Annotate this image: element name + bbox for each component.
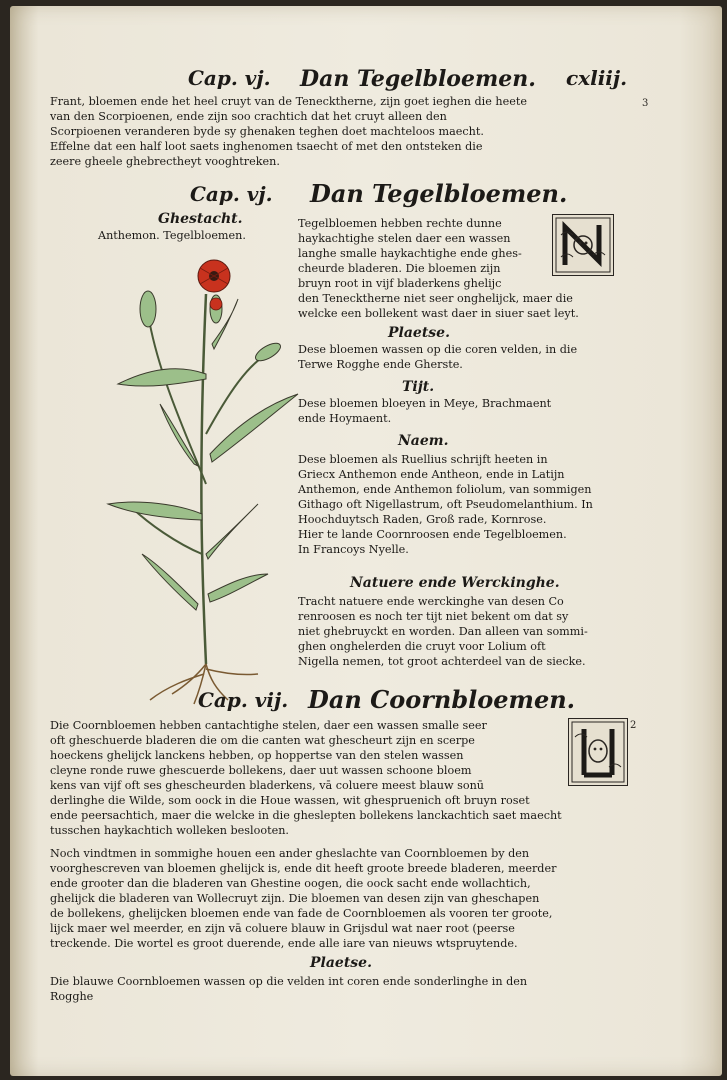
text-line: In Francoys Nyelle. bbox=[298, 543, 409, 556]
text-line: Terwe Rogghe ende Gherste. bbox=[298, 358, 463, 371]
text-line: Hier te lande Coornroosen ende Tegelbloemen. bbox=[298, 528, 567, 541]
text-line: de bollekens, ghelijcken bloemen ende van fade de Coornbloemen als vooren ter groote, bbox=[50, 907, 553, 920]
margin-mark: 3 bbox=[642, 98, 649, 109]
text-line: Scorpioenen veranderen byde sy ghenaken teghen doet machteloos maecht. bbox=[50, 125, 484, 138]
text-line: Anthemon, ende Anthemon foliolum, van sommigen bbox=[298, 483, 592, 496]
flowering-plant-woodcut-icon bbox=[98, 254, 308, 706]
text-line: Githago oft Nigellastrum, oft Pseudomelanthium. In bbox=[298, 498, 593, 511]
text-line: cleyne ronde ruwe ghescuerde bollekens, daer uut wassen schoone bloem bbox=[50, 764, 472, 777]
text-line: Griecx Anthemon ende Antheon, ende in Latijn bbox=[298, 468, 565, 481]
decorated-initial bbox=[568, 718, 628, 786]
text-line: Die blauwe Coornbloemen wassen op die velden int coren ende sonderlinghe in den bbox=[50, 975, 528, 988]
text-line: van den Scorpioenen, ende zijn soo crachtich dat het cruyt alleen den bbox=[50, 110, 447, 123]
text-line: ghen onghelerden die cruyt voor Lolium oft bbox=[298, 640, 546, 653]
subsection-heading: Tijt. bbox=[402, 379, 435, 395]
text-line: ghelijck die bladeren van Wollecruyt zijn. Die bloemen van desen zijn van gheschapen bbox=[50, 892, 540, 905]
plant-names: Anthemon. Tegelbloemen. bbox=[98, 229, 246, 242]
text-line: renroosen es noch ter tijt niet bekent om dat sy bbox=[298, 610, 569, 623]
subsection-heading: Naem. bbox=[398, 433, 449, 449]
text-line: zeere gheele ghebrectheyt vooghtreken. bbox=[50, 155, 280, 168]
text-line: oft gheschuerde bladeren die om die canten wat ghescheurt zijn en scerpe bbox=[50, 734, 475, 747]
subsection-heading: Plaetse. bbox=[310, 955, 372, 971]
text-line: langhe smalle haykachtighe ende ghes- bbox=[298, 247, 522, 260]
section-title: Dan Tegelbloemen. bbox=[310, 179, 568, 208]
text-line: ende peersachtich, maer die welcke in die gheslepten bollekens lanckachtich saet maecht bbox=[50, 809, 562, 822]
text-line: Dese bloemen wassen op die coren velden, in die bbox=[298, 343, 578, 356]
header-chapter: Cap. vj. bbox=[188, 66, 271, 90]
section-chapter: Cap. vj. bbox=[190, 182, 273, 206]
text-line: haykachtighe stelen daer een wassen bbox=[298, 232, 511, 245]
text-line: Tracht natuere ende werckinghe van desen Co bbox=[298, 595, 564, 608]
text-line: bruyn root in vijf bladerkens ghelijc bbox=[298, 277, 502, 290]
section-chapter: Cap. vij. bbox=[198, 688, 289, 712]
text-line: Nigella nemen, tot groot achterdeel van de siecke. bbox=[298, 655, 586, 668]
text-line: niet ghebruyckt en worden. Dan alleen van sommi- bbox=[298, 625, 588, 638]
book-page bbox=[10, 6, 722, 1076]
running-title: Dan Tegelbloemen. bbox=[300, 66, 536, 92]
text-line: Hoochduytsch Raden, Groß rade, Kornrose. bbox=[298, 513, 547, 526]
text-line: Rogghe bbox=[50, 990, 94, 1003]
text-line: Dese bloemen als Ruellius schrijft heeten in bbox=[298, 453, 548, 466]
margin-mark: 2 bbox=[630, 720, 637, 731]
text-line: Effelne dat een half loot saets inghenomen tsaecht of met den ontsteken die bbox=[50, 140, 483, 153]
decorated-initial bbox=[552, 214, 614, 276]
ornament-icon bbox=[553, 215, 613, 275]
text-line: treckende. Die wortel es groot duerende, ende alle iare van nieuws wtspruytende. bbox=[50, 937, 518, 950]
text-line: Noch vindtmen in sommighe houen een ander gheslachte van Coornbloemen by den bbox=[50, 847, 530, 860]
text-line: kens van vijf oft ses ghescheurden bladerkens, vā coluere meest blauw sonū bbox=[50, 779, 484, 792]
text-line: Dese bloemen bloeyen in Meye, Brachmaent bbox=[298, 397, 552, 410]
text-line: voorghescreven van bloemen ghelijck is, ende dit heeft groote breede bladeren, meerder bbox=[50, 862, 557, 875]
subsection-heading: Natuere ende Werckinghe. bbox=[350, 575, 560, 591]
text-line: lijck maer wel meerder, en zijn vā coluere blauw in Grijsdul wat naer root (peerse bbox=[50, 922, 515, 935]
text-line: Frant, bloemen ende het heel cruyt van de Tenecktherne, zijn goet ieghen die heete bbox=[50, 95, 527, 108]
text-line: Tegelbloemen hebben rechte dunne bbox=[298, 217, 502, 230]
text-line: tusschen haykachtich wolleken beslooten. bbox=[50, 824, 289, 837]
text-line: cheurde bladeren. Die bloemen zijn bbox=[298, 262, 501, 275]
text-line: hoeckens ghelijck lanckens hebben, op hoppertse van den stelen wassen bbox=[50, 749, 464, 762]
text-line: Die Coornbloemen hebben cantachtighe stelen, daer een wassen smalle seer bbox=[50, 719, 487, 732]
section-title: Dan Coornbloemen. bbox=[308, 685, 576, 714]
text-line: derlinghe die Wilde, som oock in die Houe wassen, wit ghespruenich oft bruyn roset bbox=[50, 794, 530, 807]
text-line: welcke een bollekent wast daer in siuer saet leyt. bbox=[298, 307, 579, 320]
subsection-heading: Plaetse. bbox=[388, 325, 450, 341]
text-line: ende grooter dan die bladeren van Ghestine oogen, die oock sacht ende wollachtich, bbox=[50, 877, 531, 890]
text-line: den Tenecktherne niet seer onghelijck, maer die bbox=[298, 292, 573, 305]
folio-number: cxliij. bbox=[566, 66, 628, 90]
names-heading: Ghestacht. bbox=[158, 211, 243, 227]
text-line: ende Hoymaent. bbox=[298, 412, 392, 425]
ornament-icon bbox=[569, 719, 627, 785]
